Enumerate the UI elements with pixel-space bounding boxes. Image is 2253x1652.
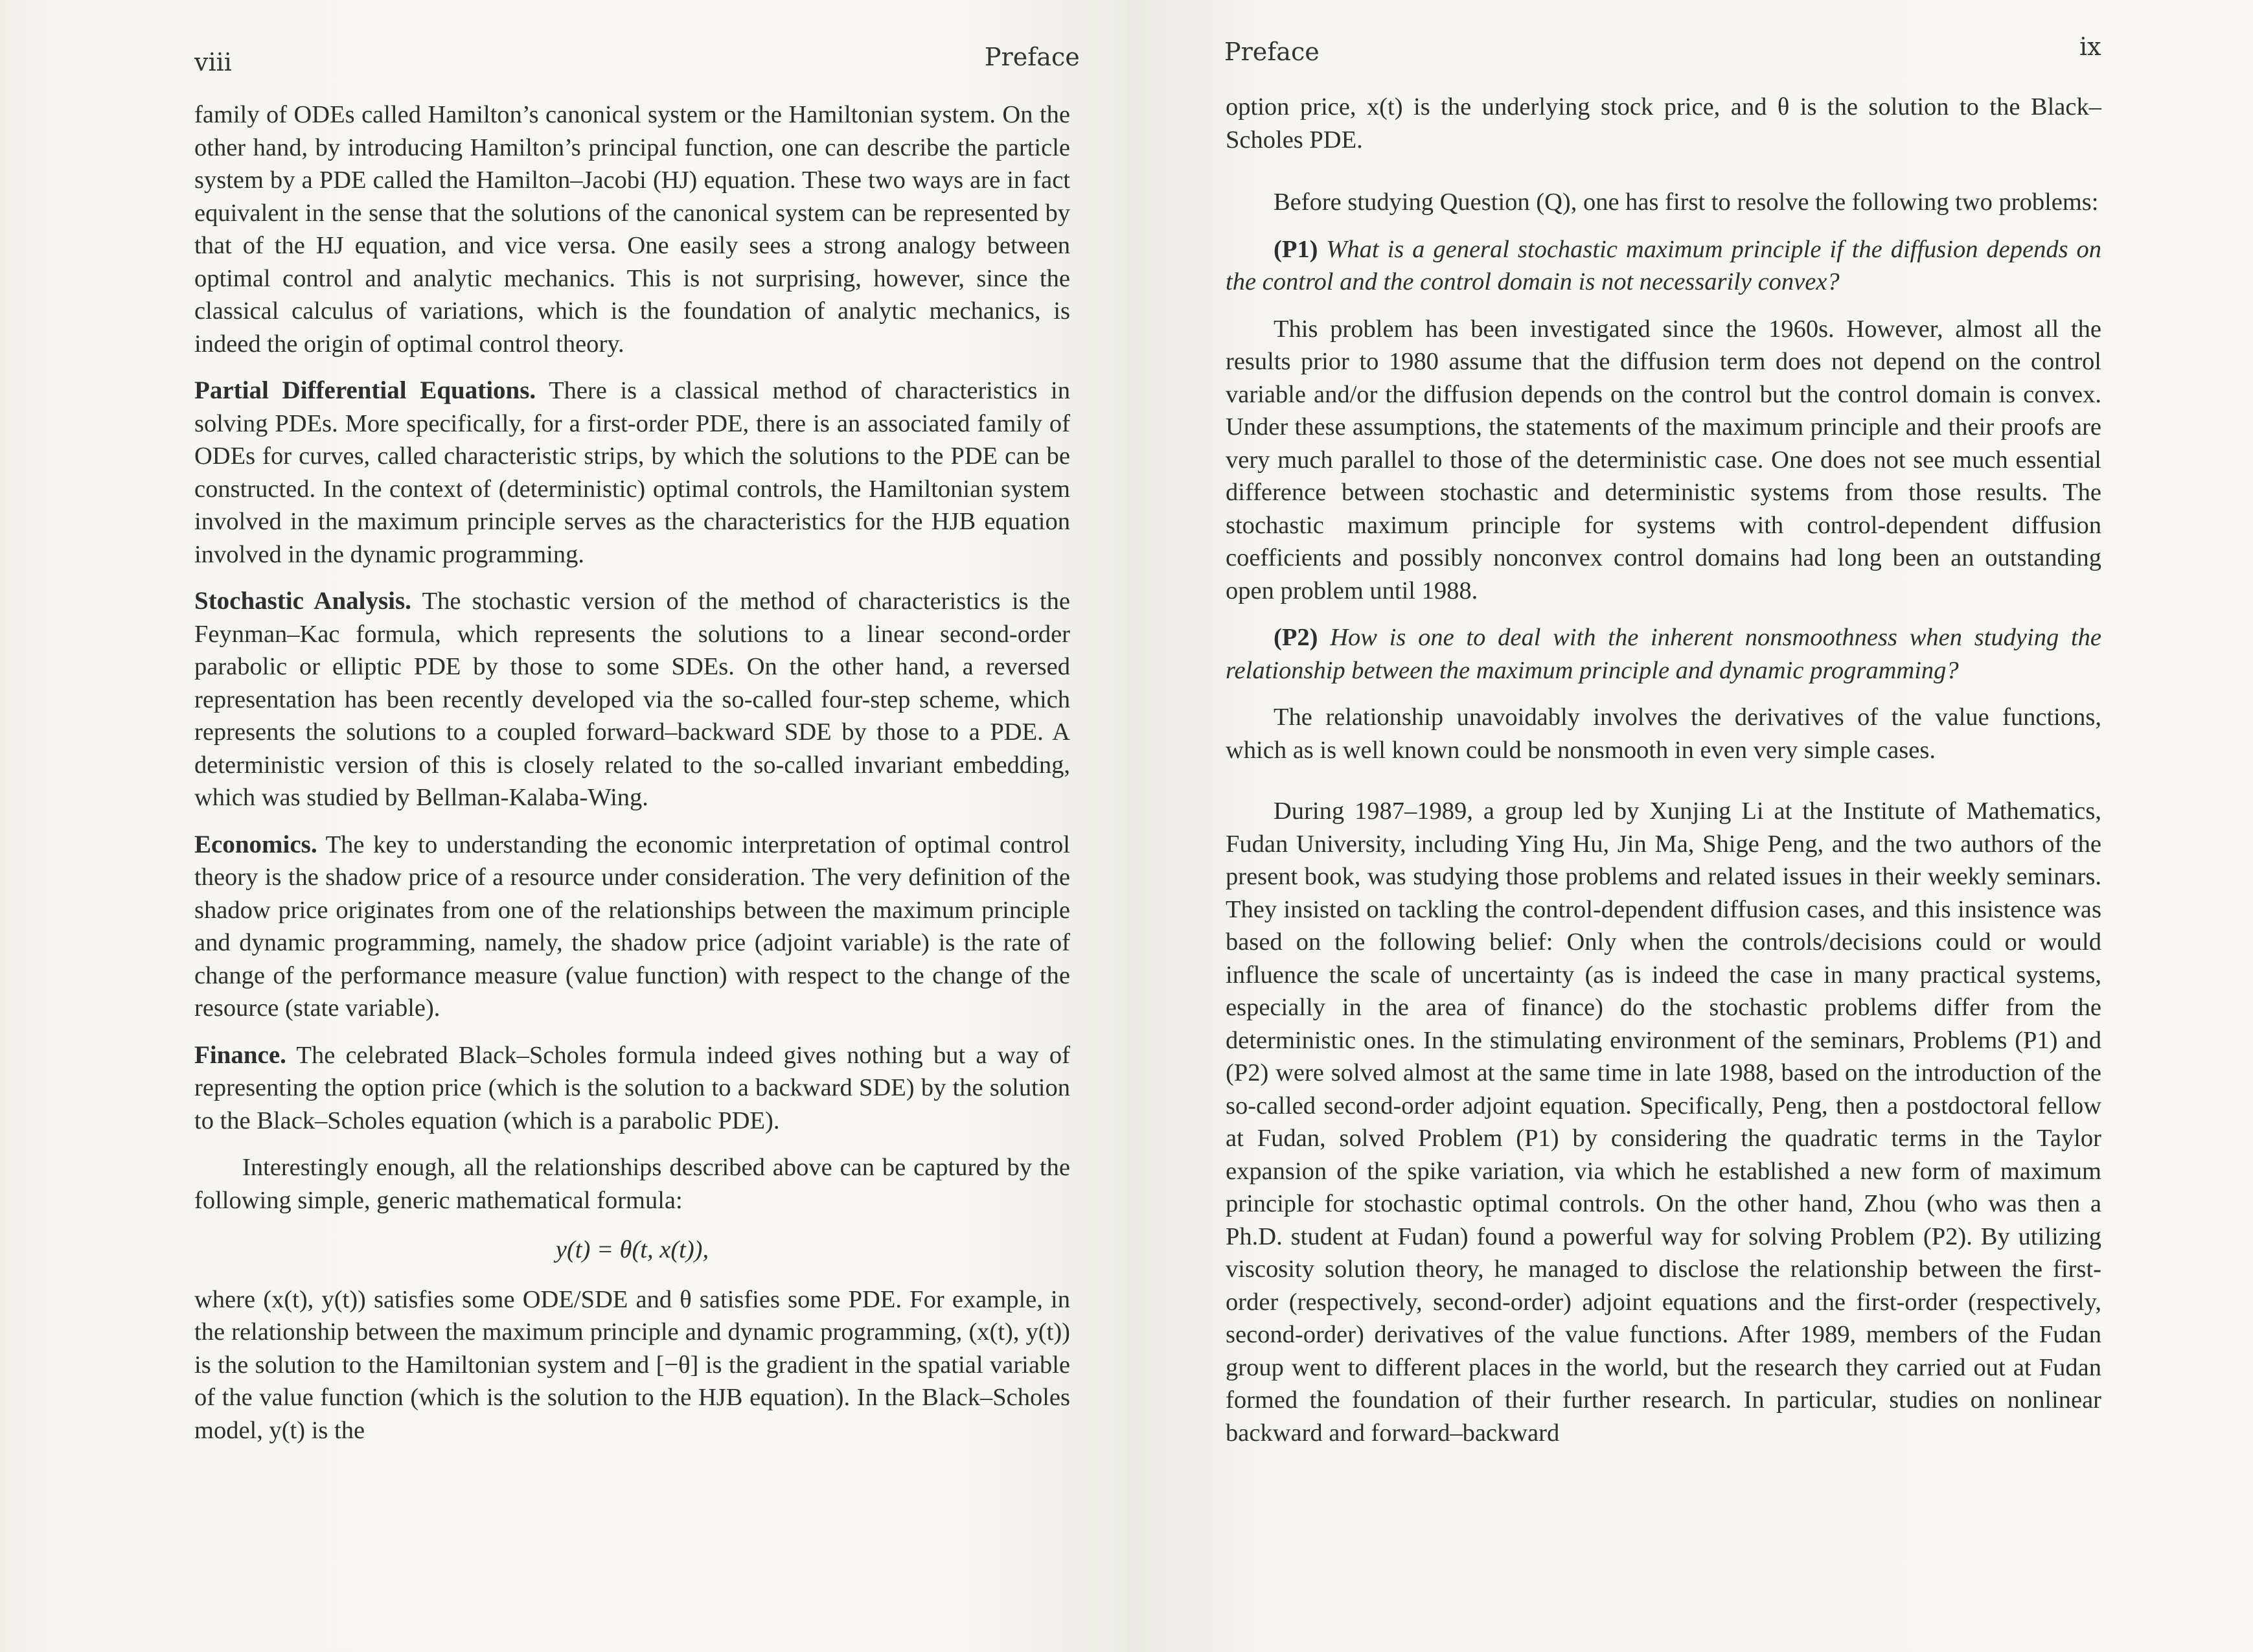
problem-p1-text: What is a general stochastic maximum principle if the diffusion depends on the control and the control domain is not necessarily convex?	[1226, 235, 2101, 295]
problem-p2-label: (P2)	[1274, 624, 1318, 651]
heading-stochastic-analysis: Stochastic Analysis.	[194, 587, 411, 615]
running-head-left: Preface	[985, 43, 1080, 71]
running-head-right: Preface	[1224, 38, 1320, 66]
heading-finance: Finance.	[194, 1040, 286, 1069]
paragraph: where (x(t), y(t)) satisfies some ODE/SDE and θ satisfies some PDE. For example, in the relationship between the maximum principle and dynamic programming, (x(t), y(t)) is the solution to the Hamiltonian system and [−θ] is the gradient in the spatial variable of the value function (which is the solution to the HJB equation). In the Black–Scholes model, y(t) is the	[194, 1285, 1070, 1444]
right-page	[1127, 0, 2253, 1652]
paragraph: The key to understanding the economic interpretation of optimal control theory is the shadow price of a resource under consideration. The very definition of the shadow price originates from one of the relationships between the maximum principle and dynamic programming, namely, the shadow price (adjoint variable) is the rate of change of the performance measure (value function) with respect to the change of the resource (state variable).	[194, 831, 1070, 1022]
paragraph: option price, x(t) is the underlying stock price, and θ is the solution to the Black–Scholes PDE.	[1226, 93, 2101, 154]
paragraph: Before studying Question (Q), one has first to resolve the following two problems:	[1274, 189, 2099, 216]
heading-pde: Partial Differential Equations.	[194, 376, 536, 404]
paragraph: Interestingly enough, all the relationships described above can be captured by the following simple, generic mathematical formula:	[194, 1154, 1070, 1214]
right-body-text	[1226, 91, 2101, 1449]
page-number-right: ix	[2079, 32, 2101, 61]
paragraph: The celebrated Black–Scholes formula indeed gives nothing but a way of representing the option price (which is the solution to a backward SDE) by the solution to the Black–Scholes equation (which is a parabolic PDE).	[194, 1041, 1071, 1134]
paragraph: During 1987–1989, a group led by Xunjing Li at the Institute of Mathematics, Fudan University, including Ying Hu, Jin Ma, Shige Peng, and the two authors of the present book, was studying those problems and related issues in their weekly seminars. They insisted on tackling the control-dependent diffusion cases, and this insistence was based on the following belief: Only when the controls/decisions could or would influence the scale of uncertainty (as is indeed the case in many practical systems, especially in the area of finance) do the stochastic problems differ from the deterministic ones. In the stimulating environment of the seminars, Problems (P1) and (P2) were solved almost at the same time in late 1988, based on the introduction of the so-called second-order adjoint equation. Specifically, Peng, then a postdoctoral fellow at Fudan, solved Problem (P1) by considering the quadratic terms in the Taylor expansion of the spike variation, via which he established a new form of maximum principle for stochastic optimal controls. On the other hand, Zhou (who was then a Ph.D. student at Fudan) found a powerful way for solving Problem (P2). By utilizing viscosity solution theory, he managed to disclose the relationship between the first-order (respectively, second-order) adjoint equations and the first-order (respectively, second-order) derivatives of the value functions. After 1989, members of the Fudan group went to different places in the world, but the research they carried out at Fudan formed the foundation of their further research. In particular, studies on nonlinear backward and forward–backward	[1226, 797, 2101, 1447]
heading-economics: Economics.	[194, 830, 317, 858]
formula: y(t) = θ(t, x(t)),	[555, 1236, 709, 1263]
paragraph: The stochastic version of the method of characteristics is the Feynman–Kac formula, which represents the solutions to a linear second-order parabolic or elliptic PDE by those to some SDEs. On the other hand, a reversed representation has been recently developed via the so-called four-step scheme, which represents the solutions to a coupled forward–backward SDE by those to a PDE. A deterministic version of this is closely related to the so-called invariant embedding, which was studied by Bellman-Kalaba-Wing.	[194, 588, 1071, 811]
problem-p1	[1226, 233, 2101, 299]
left-body-text	[194, 98, 1070, 1447]
paragraph: This problem has been investigated since the 1960s. However, almost all the results prior to 1980 assume that the diffusion term does not depend on the control variable and/or the diffusion depends on the control but the control domain is convex. Under these assumptions, the statements of the maximum principle and their proofs are very much parallel to those of the deterministic case. One does not see much essential difference between stochastic and deterministic systems from those results. The stochastic maximum principle for systems with control-dependent diffusion coefficients and possibly nonconvex control domains had long been an outstanding open problem until 1988.	[1226, 315, 2101, 604]
paragraph: family of ODEs called Hamilton’s canonical system or the Hamiltonian system. On the other hand, by introducing Hamilton’s principal function, one can describe the particle system by a PDE called the Hamilton–Jacobi (HJ) equation. These two ways are in fact equivalent in the sense that the solutions of the canonical system can be represented by that of the HJ equation, and vice versa. One easily sees a strong analogy between optimal control and analytic mechanics. This is not surprising, however, since the classical calculus of variations, which is the foundation of analytic mechanics, is indeed the origin of optimal control theory.	[194, 101, 1070, 358]
problem-p1-label: (P1)	[1274, 235, 1318, 263]
problem-p2	[1226, 621, 2101, 687]
problem-p2-text: How is one to deal with the inherent nonsmoothness when studying the relationship between the maximum principle and dynamic programming?	[1226, 624, 2102, 684]
paragraph: The relationship unavoidably involves the derivatives of the value functions, which as is well known could be nonsmooth in even very simple cases.	[1226, 704, 2101, 764]
paragraph: There is a classical method of characteristics in solving PDEs. More specifically, for a first-order PDE, there is an associated family of ODEs for curves, called characteristic strips, by which the solutions to the PDE can be constructed. In the context of (deterministic) optimal controls, the Hamiltonian system involved in the maximum principle serves as the characteristics for the HJB equation involved in the dynamic programming.	[194, 377, 1070, 568]
page-number-left: viii	[194, 48, 232, 76]
